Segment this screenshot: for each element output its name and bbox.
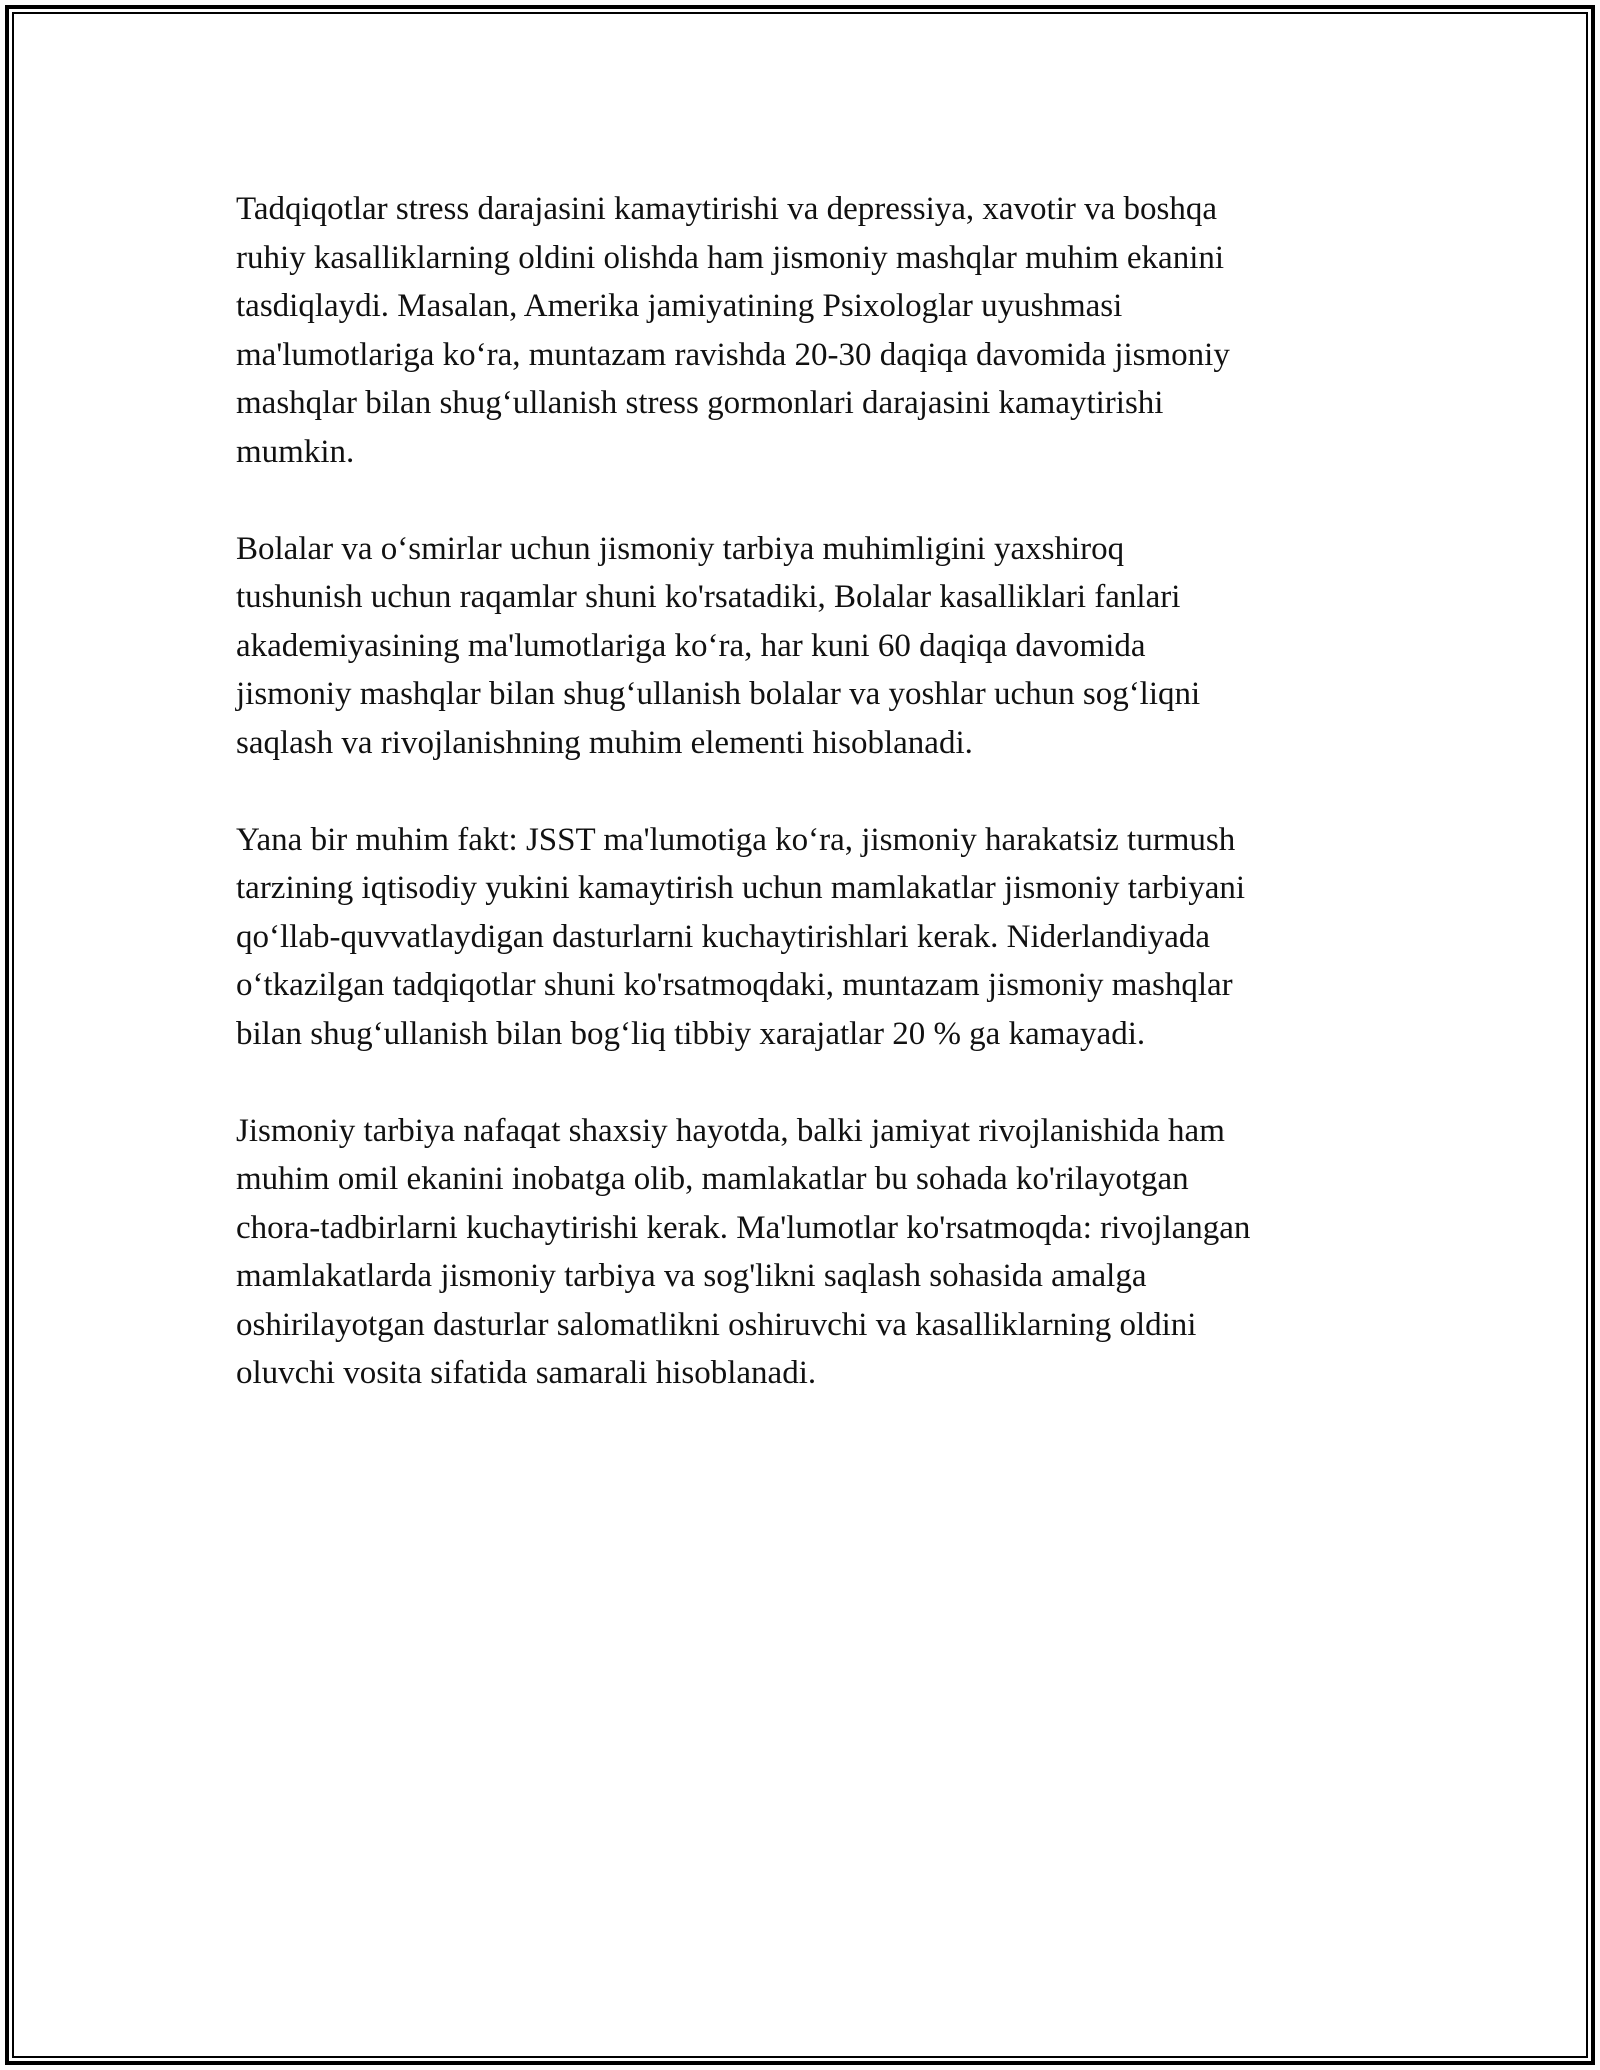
paragraph-2: Bolalar va o‘smirlar uchun jismoniy tarbiya muhimligini yaxshiroq tushunish uchun raqamlar shuni ko'rsatadiki, Bolalar kasalliklari fanlari akademiyasining ma'lumotlariga ko‘ra, har kuni 60 daqiqa davomida jismoniy mashqlar bilan shug‘ullanish bolalar va yoshlar uchun sog‘liqni saqlash va rivojlanishning muhim elementi hisoblanadi. — [236, 530, 1201, 761]
paragraph-4: Jismoniy tarbiya nafaqat shaxsiy hayotda, balki jamiyat rivojlanishida ham muhim omil ekanini inobatga olib, mamlakatlar bu sohada ko'rilayotgan chora-tadbirlarni kuchaytirishi kerak. Ma'lumotlar ko'rsatmoqda: rivojlangan mamlakatlarda jismoniy tarbiya va sog'likni saqlash sohasida amalga oshirilayotgan dasturlar salomatlikni oshiruvchi va kasalliklarning oldini oluvchi vosita sifatida samarali hisoblanadi. — [236, 1112, 1251, 1391]
document-body — [236, 185, 1376, 1446]
paragraph-3: Yana bir muhim fakt: JSST ma'lumotiga ko‘ra, jismoniy harakatsiz turmush tarzining iqtisodiy yukini kamaytirish uchun mamlakatlar jismoniy tarbiyani qo‘llab-quvvatlaydigan dasturlarni kuchaytirishlari kerak. Niderlandiyada o‘tkazilgan tadqiqotlar shuni ko'rsatmoqdaki, muntazam jismoniy mashqlar bilan shug‘ullanish bilan bog‘liq tibbiy xarajatlar 20 % ga kamayadi. — [236, 821, 1246, 1052]
paragraph-1: Tadqiqotlar stress darajasini kamaytirishi va depressiya, xavotir va boshqa ruhiy kasalliklarning oldini olishda ham jismoniy mashqlar muhim ekanini tasdiqlaydi. Masalan, Amerika jamiyatining Psixologlar uyushmasi ma'lumotlariga ko‘ra, muntazam ravishda 20-30 daqiqa davomida jismoniy mashqlar bilan shug‘ullanish stress gormonlari darajasini kamaytirishi mumkin. — [236, 191, 1230, 470]
